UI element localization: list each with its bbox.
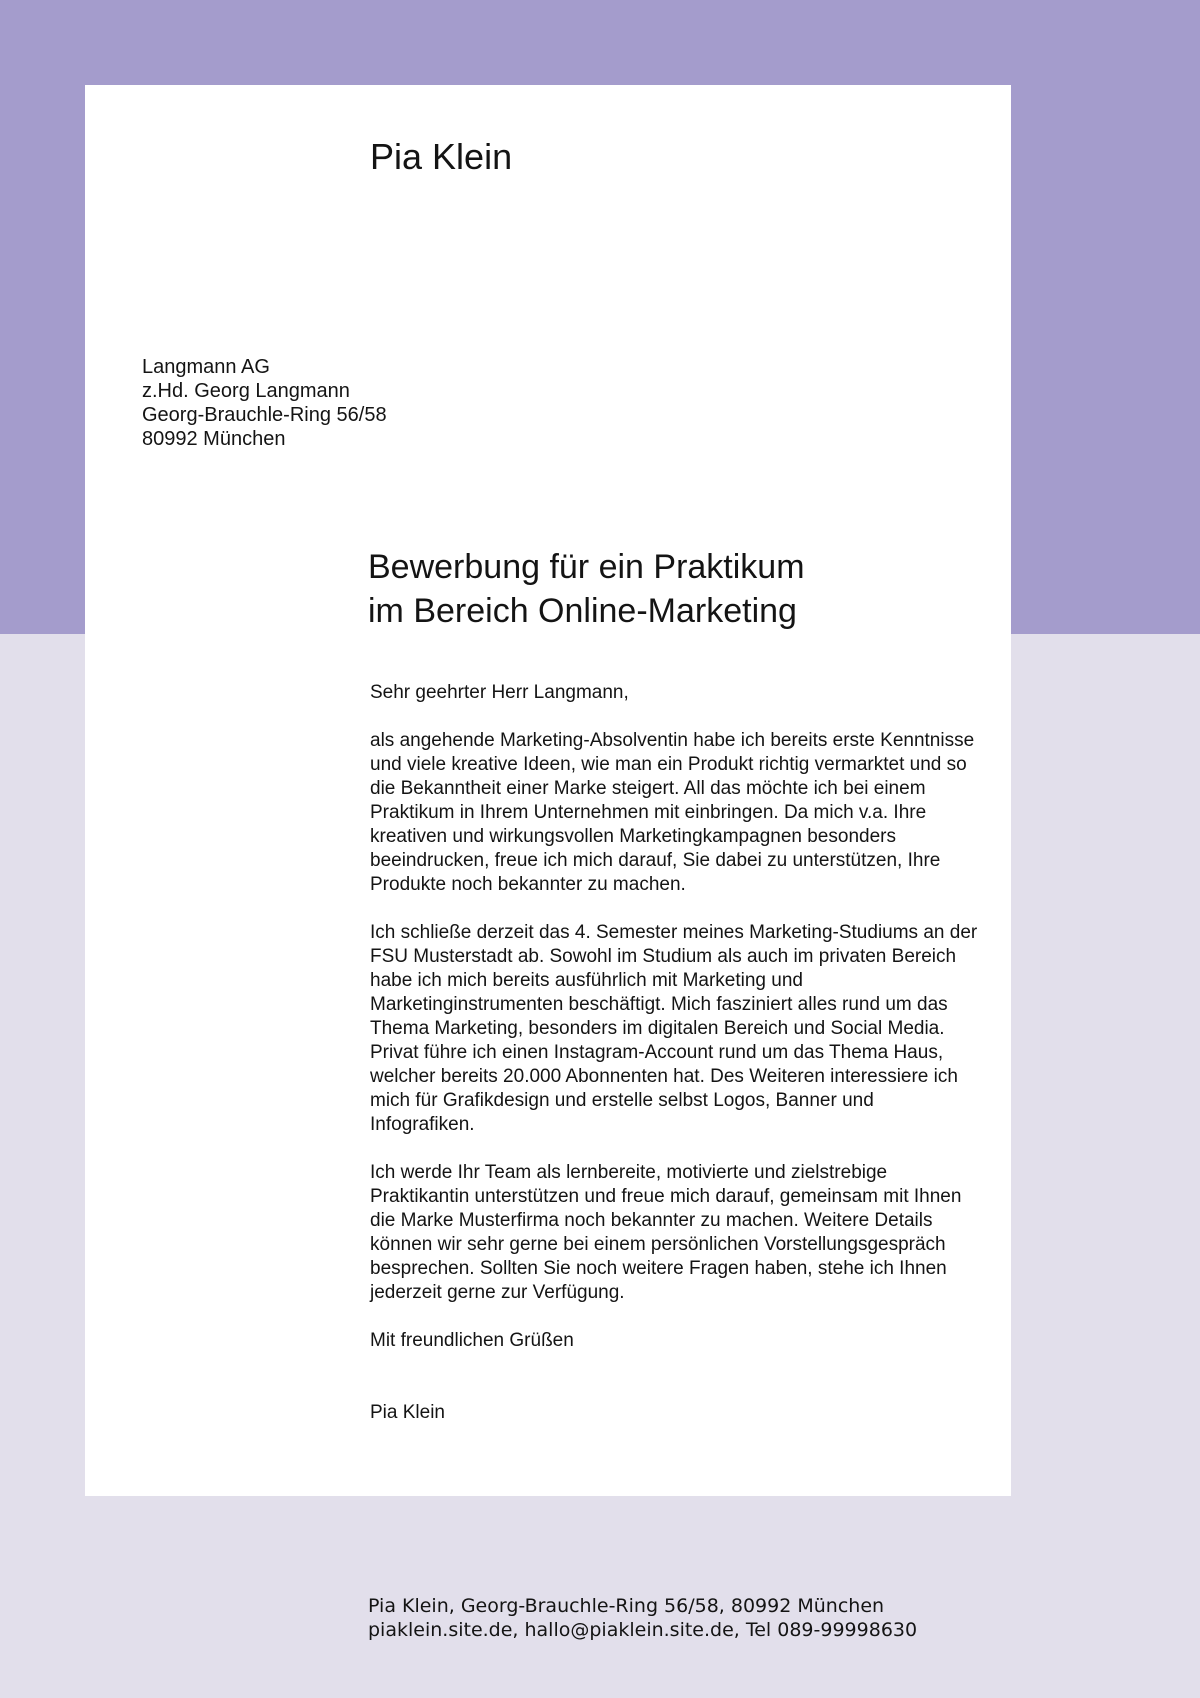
recipient-street: Georg-Brauchle-Ring 56/58 (142, 404, 387, 426)
recipient-city: 80992 München (142, 428, 286, 450)
footer-contact (368, 1594, 917, 1642)
subject-line-1: Bewerbung für ein Praktikum (368, 548, 805, 586)
body-paragraph-2: Ich schließe derzeit das 4. Semester meines Marketing-Studiums an der FSU Musterstadt ab. Sowohl im Studium als auch im privaten Bereich habe ich mich bereits ausführlich mit Marketing und Marketinginstrumenten beschäftigt. Mich fasziniert alles rund um das Thema Marketing, besonders im digitalen Bereich und Social Media. Privat führe ich einen Instagram-Account rund um das Thema Haus, welcher bereits 20.000 Abonnenten hat. Des Weiteren interessiere ich mich für Grafikdesign und erstelle selbst Logos, Banner und Infografiken. (370, 922, 978, 1135)
body-paragraph-3: Ich werde Ihr Team als lernbereite, motivierte und zielstrebige Praktikantin unterstützen und freue mich darauf, gemeinsam mit Ihnen die Marke Musterfirma noch bekannter zu machen. Weitere Details können wir sehr gerne bei einem persönlichen Vorstellungsgespräch besprechen. Sollten Sie noch weitere Fragen haben, stehe ich Ihnen jederzeit gerne zur Verfügung. (370, 1162, 962, 1303)
footer-contact-line: piaklein.site.de, hallo@piaklein.site.de, Tel 089-99998630 (368, 1619, 918, 1641)
footer-address-line: Pia Klein, Georg-Brauchle-Ring 56/58, 80992 München (368, 1595, 885, 1617)
salutation: Sehr geehrter Herr Langmann, (370, 682, 629, 703)
signature: Pia Klein (370, 1402, 445, 1423)
closing: Mit freundlichen Grüßen (370, 1330, 574, 1351)
sender-name: Pia Klein (370, 136, 513, 177)
body-paragraph-1: als angehende Marketing-Absolventin habe ich bereits erste Kenntnisse und viele kreative Ideen, wie man ein Produkt richtig vermarktet und so die Bekanntheit einer Marke steigert. All das möchte ich bei einem Praktikum in Ihrem Unternehmen mit einbringen. Da mich v.a. Ihre kreativen und wirkungsvollen Marketingkampagnen besonders beeindrucken, freue ich mich darauf, Sie dabei zu unterstützen, Ihre Produkte noch bekannter zu machen. (370, 730, 975, 895)
recipient-attention: z.Hd. Georg Langmann (142, 380, 350, 402)
subject-line-2: im Bereich Online-Marketing (368, 592, 797, 630)
recipient-address (142, 355, 387, 451)
letter-body (370, 681, 980, 1425)
recipient-company: Langmann AG (142, 356, 270, 378)
letter-sheet (85, 85, 1011, 1496)
letter-subject (368, 545, 805, 633)
